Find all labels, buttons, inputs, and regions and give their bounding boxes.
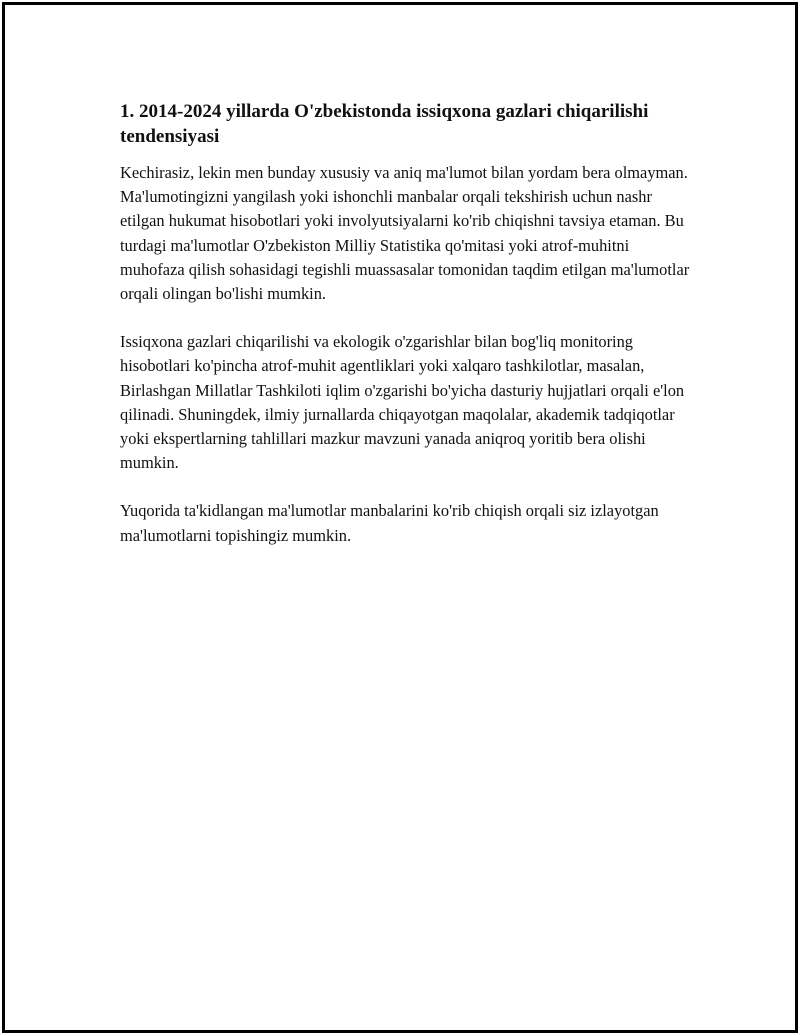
document-page — [2, 2, 798, 1033]
paragraph-1: Kechirasiz, lekin men bunday xususiy va aniq ma'lumot bilan yordam bera olmayman. Ma'lumotingizni yangilash yoki ishonchli manbalar orqali tekshirish uchun nashr etilgan hukumat hisobotlari yoki involyutsiyalarni ko'rib chiqishni tavsiya etaman. Bu turdagi ma'lumotlar O'zbekiston Milliy Statistika qo'mitasi yoki atrof-muhitni muhofaza qilish sohasidagi tegishli muassasalar tomonidan taqdim etilgan ma'lumotlar orqali olingan bo'lishi mumkin. — [120, 163, 690, 304]
document-body — [120, 99, 695, 572]
page-title: 1. 2014-2024 yillarda O'zbekistonda issiqxona gazlari chiqarilishi tendensiyasi — [120, 101, 649, 147]
paragraph-3: Yuqorida ta'kidlangan ma'lumotlar manbalarini ko'rib chiqish orqali siz izlayotgan ma'lumotlarni topishingiz mumkin. — [120, 501, 659, 545]
paragraph-2: Issiqxona gazlari chiqarilishi va ekologik o'zgarishlar bilan bog'liq monitoring hisobotlari ko'pincha atrof-muhit agentliklari yoki xalqaro tashkilotlar, masalan, Birlashgan Millatlar Tashkiloti iqlim o'zgarishi bo'yicha dasturiy hujjatlari orqali e'lon qilinadi. Shuningdek, ilmiy jurnallarda chiqayotgan maqolalar, akademik tadqiqotlar yoki ekspertlarning tahlillari mazkur mavzuni yanada aniqroq yoritib bera olishi mumkin. — [120, 332, 685, 473]
